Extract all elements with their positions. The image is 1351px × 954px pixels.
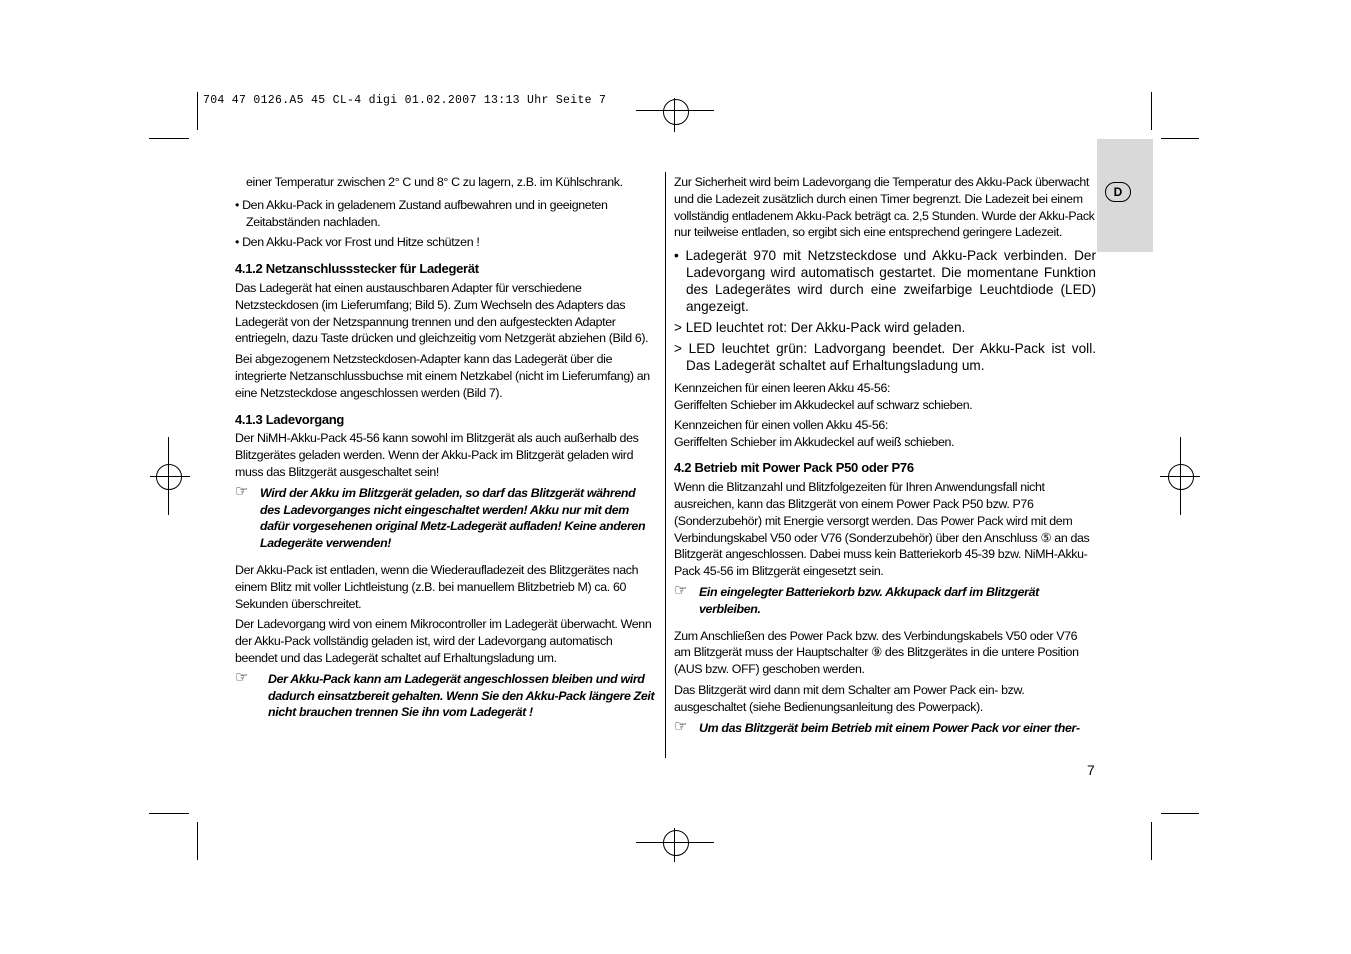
paragraph [674,380,1096,414]
section-heading-4-1-3: 4.1.3 Ladevorgang [235,411,345,427]
crop-mark [1161,813,1199,814]
warning-note [235,668,657,721]
section-heading-4-1-2: 4.1.2 Netzanschlussstecker für Ladegerät [235,261,479,277]
pointing-hand-icon: ☞ [674,717,688,735]
warning-note [674,581,1096,618]
crop-mark [1151,92,1152,130]
paragraph [674,417,1096,451]
empty-indicator-label: Kennzeichen für einen leeren Akku 45-56: [674,381,891,396]
registration-mark-right [1160,437,1200,515]
warning-note [235,482,657,552]
crop-mark [197,822,198,860]
paragraph: Wenn die Blitzanzahl und Blitzfolgezeiten für Ihren Anwendungsfall nicht ausreichen, kann das Blitzgerät von einem Power Pack P50 bzw. P76 (Sonderzubehör) mit Energie versorgt werden. Das Power Pack wird mit dem Verbindungskabel V50 oder V76 (Sonderzubehör) über den Anschluss ⑤ an das Blitzgerät angeschlossen. Dabei muss kein Batteriekorb 45-39 bzw. NiMH-Akku-Pack 45-56 im Blitzgerät eingesetzt sein. [674,480,1090,579]
paragraph: einer Temperatur zwischen 2° C und 8° C zu lagern, z.B. im Kühlschrank. [246,175,623,189]
language-tab-label: D [1105,182,1131,202]
empty-indicator-text: Geriffelten Schieber im Akkudeckel auf schwarz schieben. [674,397,973,412]
paragraph: Das Blitzgerät wird dann mit dem Schalter am Power Pack ein- bzw. ausgeschaltet (siehe Bedienungsanleitung des Powerpack). [674,682,1025,714]
left-column [235,174,657,731]
warning-note [674,717,1096,737]
crop-mark [149,138,189,139]
crop-mark [197,92,198,130]
full-indicator-label: Kennzeichen für einen vollen Akku 45-56: [674,417,889,432]
bullet-item: • Den Akku-Pack in geladenem Zustand aufbewahren und in geeigneten Zeitabständen nachladen. [235,197,608,229]
pointing-hand-icon: ☞ [235,482,249,500]
section-heading-4-2: 4.2 Betrieb mit Power Pack P50 oder P76 [674,460,914,476]
led-status-red: > LED leuchtet rot: Der Akku-Pack wird geladen. [674,320,966,336]
print-slug: 704 47 0126.A5 45 CL-4 digi 01.02.2007 13:13 Uhr Seite 7 [203,94,607,107]
crop-mark [1161,138,1199,139]
right-column [674,174,1096,736]
paragraph: Zur Sicherheit wird beim Ladevorgang die Temperatur des Akku-Pack überwacht und die Ladezeit zusätzlich durch einen Timer begrenzt. Die Ladezeit bei einem vollständig entladenem Akku-Pack beträgt ca. 2,5 Stunden. Wurde der Akku-Pack nur teilweise entladen, so ergibt sich eine entsprechend geringere Ladezeit. [674,175,1095,240]
warning-note-text: Um das Blitzgerät beim Betrieb mit einem Power Pack vor einer ther- [699,720,1080,735]
paragraph: Der NiMH-Akku-Pack 45-56 kann sowohl im Blitzgerät als auch außerhalb des Blitzgerätes geladen werden. Wenn der Akku-Pack im Blitzgerät geladen wird muss das Blitzgerät ausgeschaltet sein! [235,431,639,479]
registration-mark-top [636,98,714,132]
paragraph: Der Ladevorgang wird von einem Mikrocontroller im Ladegerät überwacht. Wenn der Akku-Pack vollständig geladen ist, wird der Ladevorgang automatisch beendet und das Ladegerät schaltet auf Erhaltungsladung um. [235,617,652,665]
crop-mark [1151,822,1152,860]
registration-mark-left [150,437,190,515]
page-number: 7 [1087,762,1095,778]
pointing-hand-icon: ☞ [674,581,688,599]
warning-note-text: Ein eingelegter Batteriekorb bzw. Akkupack darf im Blitzgerät verbleiben. [699,584,1039,616]
pointing-hand-icon: ☞ [235,668,249,686]
warning-note-text: Wird der Akku im Blitzgerät geladen, so darf das Blitzgerät während des Ladevorganges nicht eingeschaltet werden! Akku nur mit dem dafür vorgesehenen original Metz-Ladegerät aufladen! Keine anderen Ladegeräte verwenden! [260,485,646,551]
paragraph: Zum Anschließen des Power Pack bzw. des Verbindungskabels V50 oder V76 am Blitzgerät muss der Hauptschalter ⑨ des Blitzgerätes in die untere Position (AUS bzw. OFF) geschoben werden. [674,628,1079,677]
bullet-item: • Den Akku-Pack vor Frost und Hitze schützen ! [235,235,480,250]
paragraph: Das Ladegerät hat einen austauschbaren Adapter für verschiedene Netzsteckdosen (im Lieferumfang; Bild 5). Zum Wechseln des Adapters das Ladegerät von der Netzspannung trennen und den aufgesteckten Adapter entriegeln, dazu Taste drücken und gleichzeitig vom Netzgerät abziehen (Bild 6). [235,280,649,346]
warning-note-text: Der Akku-Pack kann am Ladegerät angeschlossen bleiben und wird dadurch einsatzbereit gehalten. Wenn Sie den Akku-Pack längere Zeit nicht brauchen trennen Sie ihn vom Ladegerät ! [268,671,655,720]
paragraph: Der Akku-Pack ist entladen, wenn die Wiederaufladezeit des Blitzgerätes nach einem Blitz mit voller Lichtleistung (z.B. bei manuellem Blitzbetrieb M) ca. 60 Sekunden überschreitet. [235,562,639,611]
column-divider [665,172,666,758]
paragraph: Bei abgezogenem Netzsteckdosen-Adapter kann das Ladegerät über die integrierte Netzanschlussbuchse mit einem Netzkabel (nicht im Lieferumfang) an eine Netzsteckdose angeschlossen werden (Bild 7). [235,352,650,400]
led-status-green: > LED leuchtet grün: Ladvorgang beendet. Der Akku-Pack ist voll. Das Ladegerät schaltet auf Erhaltungsladung um. [674,341,1096,374]
bullet-item: • Ladegerät 970 mit Netzsteckdose und Akku-Pack verbinden. Der Ladevorgang wird automatisch gestartet. Die momentane Funktion des Ladegerätes wird durch eine zweifarbige Leuchtdiode (LED) angezeigt. [674,248,1096,315]
registration-mark-bottom [636,828,714,862]
crop-mark [149,813,189,814]
full-indicator-text: Geriffelten Schieber im Akkudeckel auf weiß schieben. [674,434,955,449]
